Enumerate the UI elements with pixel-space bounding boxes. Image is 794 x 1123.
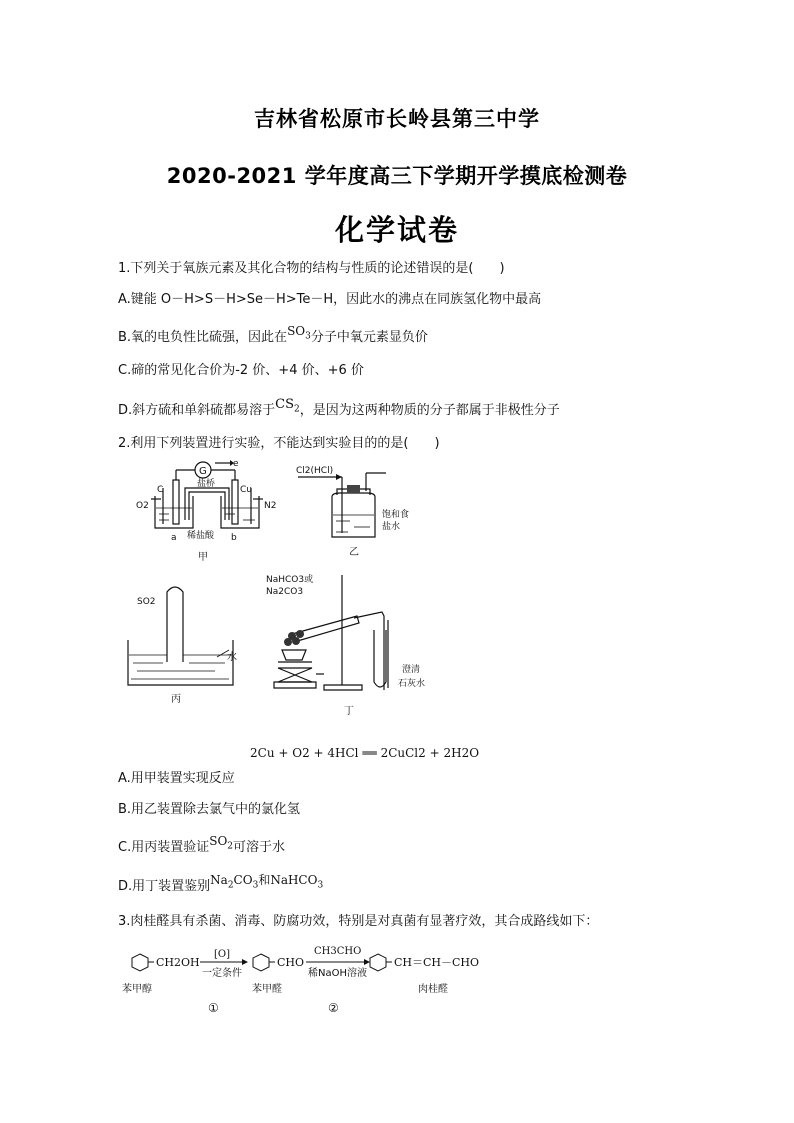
figure-bing-caption: 丙 (171, 694, 181, 705)
group-1: CH2OH (156, 956, 200, 969)
q1-option-a: A.键能 O－H>S－H>Se－H>Te－H，因此水的沸点在同族氢化物中最高 (118, 292, 542, 307)
liquid-label-2: 盐水 (382, 522, 401, 532)
gas-label: SO2 (137, 597, 156, 607)
q2-equation: 2Cu + O2 + 4HCl ══ 2CuCl2 + 2H2O (250, 746, 480, 760)
left-electrode-label: C (157, 485, 164, 495)
q2-option-d-formula: $Na_2CO_3$和NaHCO$_3$ (210, 873, 324, 891)
q1-option-b-text: B.氧的电负性比硫强，因此在 (118, 330, 288, 345)
figure-bing-sulfur-dioxide-tube (125, 580, 245, 710)
right-gas-label: N2 (264, 501, 277, 511)
meter-label: G (199, 466, 207, 477)
q2-option-c (118, 836, 285, 857)
figure-yi-washing-bottle (292, 465, 432, 565)
q1-option-d-formula: $CS_2$ (275, 397, 300, 415)
q1-option-b-formula: $SO_3$ (287, 324, 311, 342)
subject-title: 化学试卷 (334, 213, 459, 247)
name-2: 苯甲醛 (252, 984, 282, 995)
electron-label: e (233, 459, 239, 469)
left-gas-label: O2 (136, 501, 149, 511)
q3-stem: 3.肉桂醛具有杀菌、消毒、防腐功效，特别是对真菌有显著疗效，其合成路线如下： (118, 914, 599, 929)
q2-option-b: B.用乙装置除去氯气中的氯化氢 (118, 802, 301, 817)
reagent-label-1: NaHCO3或 (266, 575, 314, 585)
q1-option-d-text: D.斜方硫和单斜硫都易溶于 (118, 403, 276, 418)
step-2: ② (328, 1001, 339, 1015)
liquid-label: 水 (227, 652, 237, 663)
q2-option-d-text: D.用丁装置鉴别 (118, 879, 211, 894)
q1-stem: 1.下列关于氧族元素及其化合物的结构与性质的论述错误的是( ) (118, 261, 505, 276)
limewater-label-1: 澄清 (402, 665, 421, 675)
figure-jia-galvanic-cell (135, 458, 280, 568)
q2-option-d (118, 875, 323, 896)
reagent-label-2: Na2CO3 (266, 587, 304, 597)
beaker-a-label: a (171, 533, 177, 543)
liquid-label-1: 饱和食 (382, 510, 410, 520)
beaker-b-label: b (231, 533, 237, 543)
limewater-label-2: 石灰水 (398, 679, 426, 689)
bridge-label: 盐桥 (197, 479, 216, 489)
right-electrode-label: Cu (240, 485, 252, 495)
q2-option-c-text: C.用丙装置验证 (118, 840, 210, 855)
reagent-1-bottom: 一定条件 (202, 968, 242, 979)
name-3: 肉桂醛 (418, 984, 448, 995)
group-3: CH＝CH－CHO (394, 956, 480, 969)
reagent-1-top: [O] (214, 949, 231, 960)
q3-synthesis-route (118, 940, 518, 1020)
figure-ding-heating-apparatus (262, 570, 452, 720)
figure-ding-caption: 丁 (344, 706, 354, 717)
q2-option-a: A.用甲装置实现反应 (118, 771, 235, 786)
group-2: CHO (277, 956, 305, 969)
q1-option-b (118, 326, 428, 347)
q2-option-c-text-end: 可溶于水 (233, 840, 286, 855)
q1-option-d (118, 399, 560, 421)
reagent-2-bottom: 稀NaOH溶液 (308, 968, 367, 979)
step-1: ① (208, 1001, 219, 1015)
q2-option-c-formula: $SO_2$ (209, 834, 234, 852)
school-title: 吉林省松原市长岭县第三中学 (254, 107, 540, 131)
exam-title: 2020-2021 学年度高三下学期开学摸底检测卷 (166, 164, 628, 188)
q2-stem: 2.利用下列装置进行实验，不能达到实验目的的是( ) (118, 436, 440, 451)
figure-yi-caption: 乙 (349, 547, 359, 558)
reagent-2-top: CH3CHO (314, 946, 362, 957)
q1-option-b-text-end: 分子中氧元素显负价 (310, 330, 428, 345)
q1-option-d-text-end: ，是因为这两种物质的分子都属于非极性分子 (299, 403, 560, 418)
q1-option-c: C.碲的常见化合价为-2 价、+4 价、+6 价 (118, 363, 364, 378)
gas-in-label: Cl2(HCl) (296, 466, 334, 476)
electrolyte-label: 稀盐酸 (187, 531, 215, 541)
figure-jia-caption: 甲 (198, 552, 208, 563)
name-1: 苯甲醇 (122, 984, 152, 995)
